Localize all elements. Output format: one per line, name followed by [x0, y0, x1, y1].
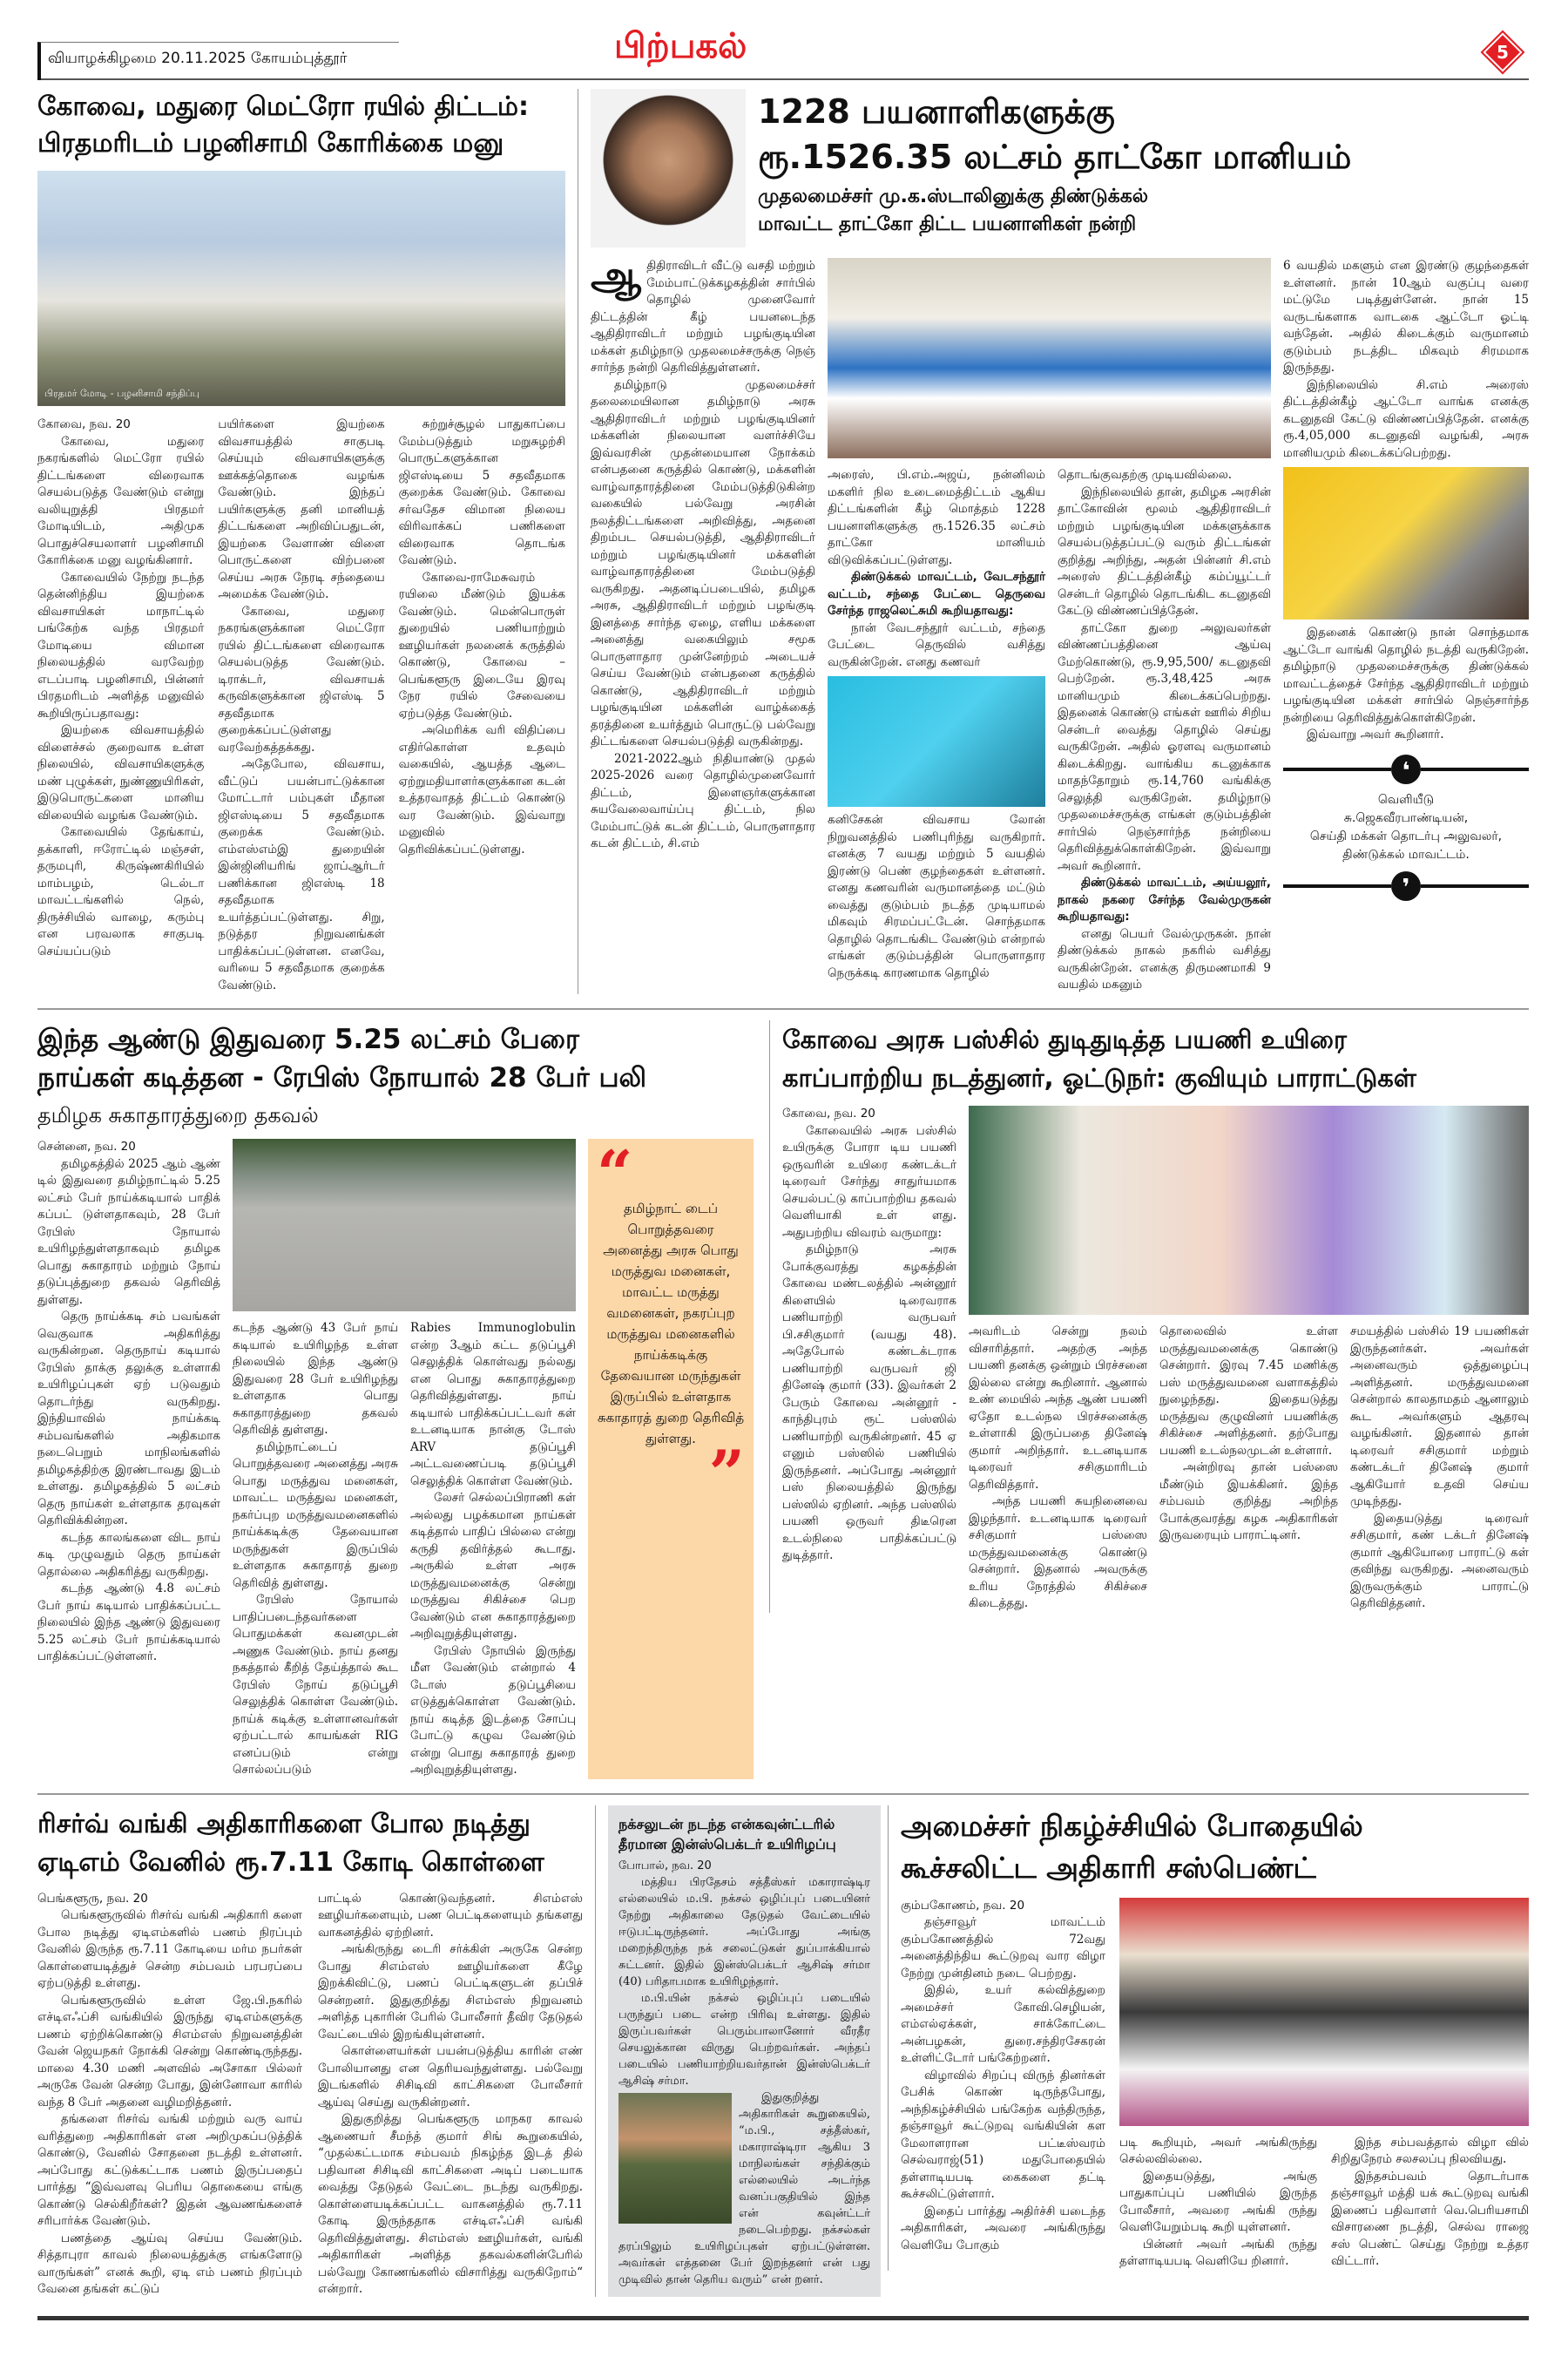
suspend-paragraph: இந்த சம்பவத்தால் விழா வில் சிறிதுநேரம் சலசலப்பு நிலவியது. [1331, 2135, 1529, 2166]
metro-paragraph: இயற்கை விவசாயத்தில் விளைச்சல் குறைவாக உள்ள நிலையில், விவசாயிகளுக்கு மண் புழுக்கள், நுண்ணுயிரிகள், இடுபொருட்களை மானிய விலையில் வழங்க வேண்டும். [37, 723, 205, 823]
thadco-paragraph: எனது பெயர் வேல்முருகன். நான் திண்டுக்கல் நாகல் நகரில் வசித்து வருகின்றேன். எனக்கு திருமணமாகி 9 வயதில் மகனும் [1058, 926, 1271, 992]
dogbite-headline-line-1: இந்த ஆண்டு இதுவரை 5.25 லட்சம் பேரை [37, 1024, 579, 1055]
bus-dateline: கோவை, நவ. 20 [782, 1107, 875, 1121]
dogbite-article [37, 1020, 769, 1779]
metro-column-1 [37, 416, 204, 994]
bus-crew-honoured-photo [969, 1106, 1529, 1315]
dogbite-paragraph: Rabies Immunoglobulin என்ற 3ஆம் கட்ட தடுப்பூசி செலுத்திக் கொள்வது நல்லது என பொது சுகாதாரத்துறை தெரிவித்துள்ளது. நாய் கடியால் பாதிக்கப்பட்டவர் கள் உடனடியாக நான்கு டோஸ் ARV தடுப்பூசி அட்டவணைப்படி தடுப்பூசி செலுத்திக் கொள்ள வேண்டும். [410, 1321, 576, 1488]
thadco-paragraph: தொடங்குவதற்கு முடியவில்லை. [1058, 468, 1233, 482]
bus-headline [782, 1020, 1529, 1097]
suspend-article [888, 1805, 1529, 2271]
metro-paragraph: கோவையில் நேற்று நடந்த தென்னிந்திய இயற்கை விவசாயிகள் மாநாட்டில் பங்கேற்க வந்த பிரதமர் மோடியை விமான நிலையத்தில் வரவேற்ற எடப்பாடி பழனிசாமி, பின்னர் பிரதமரிடம் அளித்த மனுவில் கூறியிருப்பதாவது: [37, 570, 205, 721]
metro-paragraph: பயிர்களை இயற்கை விவசாயத்தில் சாகுபடி செய்யும் விவசாயிகளுக்கு ஊக்கத்தொகை வழங்க வேண்டும். இந்தப் பயிர்களுக்கு தனி மானியத் திட்டங்களை அறிவிப்பதுடன், இயற்கை வேளாண் விளை பொருட்களை விற்பனை செய்ய அரசு நேரடி சந்தையை அமைக்க வேண்டும். [218, 417, 385, 601]
bus-right [969, 1106, 1529, 1613]
suspend-headline-line-1: அமைச்சர் நிகழ்ச்சியில் போதையில் [901, 1808, 1363, 1843]
dogbite-pull-quote [588, 1136, 754, 1779]
bus-paragraph: தொலைவில் உள்ள மருத்துவமனைக்கு கொண்டு சென்றார். இரவு 7.45 மணிக்கு பஸ் மருத்துவமனை வளாகத்தில் நுழைந்தது. இதையடுத்து மருத்துவ குழுவினர் பயணிக்கு சிகிச்சை அளித்தனர். தற்போது பயணி உடல்நலமுடன் உள்ளார். [1159, 1324, 1338, 1458]
thadco-paragraph: இவ்வாறு அவர் கூறினார். [1307, 728, 1444, 741]
rbi-paragraph: தங்களை ரிசர்வ் வங்கி மற்றும் வரு வாய் வரித்துறை அதிகாரிகள் என அறிமுகப்படுத்திக் கொண்டு, வேனில் சோதனை நடத்தி உள்ளனர். அப்போது கட்டுக்கட்டாக பணம் இருப்பதைப் பார்த்து “இவ்வளவு பெரிய தொகையை எங்கு கொண்டு செல்கிறீர்கள்? இதன் ஆவணங்களைச் சரிபார்க்க வேண்டும். [37, 2112, 302, 2228]
dogbite-paragraph: கடந்த ஆண்டு 4.8 லட்சம் பேர் நாய் கடியால் பாதிக்கப்பட்ட நிலையில் இந்த ஆண்டு இதுவரை 5.25 லட்சம் பேர் நாய்க்கடியால் பாதிக்கப்பட்டுள்ளனர். [37, 1581, 220, 1663]
bus-paragraph: இதையடுத்து டிரைவர் சசிகுமார், கண் டக்டர் தினேஷ் குமார் ஆகியோரை பாராட்டு கள் குவிந்து வருகிறது. அனைவரும் இருவருக்கும் பாராட்டு தெரிவித்தனர். [1350, 1511, 1529, 1610]
bus-paragraph: அவரிடம் சென்று நலம் விசாரித்தார். அதற்கு அந்த பயணி தனக்கு ஒன்றும் பிரச்சனை இல்லை என்று கூறினார். ஆனால் உண் மையில் அந்த ஆண் பயணி ஏதோ உடல்நல பிரச்சனைக்கு உள்ளாகி இருப்பதை தினேஷ் குமார் அறிந்தார். உடனடியாக டிரைவர் சசிகுமாரிடம் தெரிவித்தார். [969, 1324, 1147, 1492]
rbi-paragraph: கொள்ளையர்கள் பயன்படுத்திய காரின் எண் போலியானது என தெரியவந்துள்ளது. பல்வேறு இடங்களில் சிசிடிவி காட்சிகளை போலீசார் ஆய்வு செய்து வருகின்றனர். [318, 2044, 583, 2109]
suspend-headline [901, 1805, 1529, 1889]
close-quote-icon: ❜ [1391, 871, 1421, 901]
release-credits [1283, 791, 1529, 864]
metro-photo-caption: பிரதமர் மோடி - பழனிசாமி சந்திப்பு [44, 388, 199, 399]
pull-quote-text: தமிழ்நாட் டைப் பொறுத்தவரை அனைத்து அரசு பொது மருத்துவ மனைகள், மாவட்ட மருத்து வமனைகள், நகரப்புற மருத்துவ மனைகளில் நாய்க்கடிக்கு தேவையான மருந்துகள் இருப்பில் உள்ளதாக சுகாதாரத் துறை தெரிவித் துள்ளது. [597, 1201, 745, 1446]
suspend-right-columns [1119, 2135, 1529, 2271]
thadco-column-1 [591, 252, 815, 994]
thadco-body [591, 252, 1529, 994]
thadco-paragraph: தாட்கோ துறை அலுவலர்கள் விண்ணப்பத்தினை ஆய்வு மேற்கொண்டு, ரூ.9,95,500/ கடனுதவி பெற்றேன். ரூ.3,48,425 அரசு மானியமும் கிடைக்கப்பெற்றது. இதனைக் கொண்டு எங்கள் ஊரில் சிறிய சென்டர் வைத்து தொழில் செய்து வருகிறேன். அதில் ஓரளவு வருமானம் கிடைக்கிறது. வாங்கிய கடனுக்காக மாதந்தோறும் ரூ.14,760 வங்கிக்கு செலுத்தி வருகிறேன். தமிழ்நாடு முதலமைச்சருக்கு எங்கள் குடும்பத்தின் சார்பில் நெஞ்சார்ந்த நன்றியை தெரிவித்துக்கொள்கிறேன். இவ்வாறு அவர் கூறினார். [1058, 620, 1271, 873]
thadco-header [591, 89, 1529, 247]
thadco-subheadline [758, 183, 1529, 239]
naxal-paragraph: ம.பி.யின் நக்சல் ஒழிப்புப் படையில் பருந்துப் படை என்ற பிரிவு உள்ளது. இதில் இருப்பவர்கள் பெரும்பாலானோர் வீரதீர செயலுக்கான விருது பெற்றவர்கள். அந்தப் படையில் பணியாற்றியவர்தான் இன்ஸ்பெக்டர் ஆசிஷ் சர்மா. [618, 1991, 870, 2088]
computer-center-photo [828, 676, 1045, 807]
bus-paragraph: கோவையில் அரசு பஸ்சில் உயிருக்கு போரா டிய பயணி ஒருவரின் உயிரை கண்டக்டர் டிரைவர் சேர்ந்து சாதுர்யமாக செயல்பட்டு காப்பாற்றிய தகவல் வெளியாகி உள் ளது. அதுபற்றிய விவரம் வருமாறு: [782, 1123, 956, 1240]
thadco-middle-columns [828, 467, 1271, 994]
release-officer-name: சு.ஜெகவீரபாண்டியன், [1343, 810, 1469, 825]
suspend-paragraph: தஞ்சாவூர் மாவட்டம் கும்பகோணத்தில் 72வது அனைத்திந்திய கூட்டுறவு வார விழா நேற்று முன்தினம் நடை பெற்றது. [901, 1915, 1105, 1981]
middle-row [37, 1008, 1529, 1779]
thadco-headline-line-1: 1228 பயனாளிகளுக்கு [758, 92, 1115, 131]
rbi-paragraph: அங்கிருந்து டைரி சர்க்கிள் அருகே சென்ற போது சிஎம்எஸ் ஊழியர்களை கீழே இறக்கிவிட்டு, பணப் பெட்டிகளுடன் தப்பிச் சென்றனர். இதுகுறித்து சிஎம்எஸ் நிறுவனம் அளித்த புகாரின் பேரில் போலீசார் தீவிர தேடுதல் வேட்டையில் இறங்கியுள்ளனர். [318, 1942, 583, 2042]
naxal-headline-line-1: நக்சலுடன் நடந்த என்கவுன்ட்டரில் [618, 1815, 835, 1832]
page-bottom-rule [37, 2316, 1529, 2320]
bus-article [769, 1020, 1529, 1613]
bus-right-columns [969, 1324, 1529, 1613]
naxal-paragraph: இதுகுறித்து அதிகாரிகள் கூறுகையில், “ம.பி., சத்தீஸ்கர், மகாராஷ்டிரா ஆகிய 3 மாநிலங்கள் சந்திக்கும் எல்லையில் அடர்ந்த வனப்பகுதியில் இந்த என் கவுன்ட்டர் நடைபெற்றது. நக்சல்கள் தரப்பிலும் உயிரிழப்புகள் ஏற்பட்டுள்ளன. அவர்கள் எத்தனை பேர் இறந்தனர் என் பது முடிவில் தான் தெரிய வரும்” என் றனர். [618, 2090, 870, 2286]
suspend-paragraph: இதில், உயர் கல்வித்துறை அமைச்சர் கோவி.செழியன், எம்எல்ஏக்கள், சாக்கோட்டை அன்பழகன், துரை.சந்திரசேகரன் உள்ளிட்டோர் பங்கேற்றனர். [901, 1983, 1105, 2065]
ceremony-photo [1119, 1898, 1529, 2126]
thadco-paragraph: திதிராவிடர் வீட்டு வசதி மற்றும் மேம்பாட்டுக்கழகத்தின் சார்பில் தொழில் முனைவோர் திட்டத்தின் கீழ் பயனடைந்த ஆதிதிராவிடர் மற்றும் பழங்குடியின மக்கள் தமிழ்நாடு முதலமைச்சருக்கு நெஞ் சார்ந்த நன்றி தெரிவித்துள்ளனர். [591, 259, 815, 375]
metro-headline-line-2: பிரதமரிடம் பழனிசாமி கோரிக்கை மனு [37, 128, 504, 159]
bus-column-4 [1350, 1324, 1529, 1613]
suspend-paragraph: பின்னர் அவர் அங்கி ருந்து தள்ளாடியபடி வெளியே றினார். [1119, 2237, 1317, 2268]
rbi-column-2 [318, 1891, 583, 2299]
inspector-portrait [618, 2093, 732, 2224]
top-row [37, 89, 1529, 994]
dogbite-paragraph: தமிழகத்தில் 2025 ஆம் ஆண் டில் இதுவரை தமிழ்நாட்டில் 5.25 லட்சம் பேர் நாய்க்கடியால் பாதிக் கப்பட் டுள்ளதாகவும், 28 பேர் ரேபிஸ் நோயால் உயிரிழந்துள்ளதாகவும் தமிழக பொது சுகாதாரம் மற்றும் நோய் தடுப்புத்துறை தகவல் தெரிவித் துள்ளது. [37, 1156, 220, 1307]
release-district: திண்டுக்கல் மாவட்டம். [1342, 847, 1470, 862]
dogbite-subheadline: தமிழக சுகாதாரத்துறை தகவல் [37, 1103, 319, 1127]
naxal-article-box [608, 1805, 881, 2297]
thadco-titles [758, 89, 1529, 247]
dogbite-column-1 [37, 1139, 220, 1779]
rbi-paragraph: பாட்டில் கொண்டுவந்தனர். சிஎம்எஸ் ஊழியர்களையும், பண பெட்டிகளையும் தங்களது வாகனத்தில் ஏற்றினர். [318, 1891, 583, 1940]
bottom-row [37, 1793, 1529, 2299]
dogbite-paragraph: லேசர் செல்லப்பிராணி கள் அல்லது பழக்கமான நாய்கள் கடித்தால் பாதிப் பில்லை என்று கருதி தவிர்த்தல் கூடாது. அருகில் உள்ள அரசு மருத்துவமனைக்கு சென்று மருத்துவ சிகிச்சை பெற வேண்டும் என சுகாதாரத்துறை அறிவுறுத்தியுள்ளது. [410, 1491, 576, 1641]
thadco-subhead-line-1: முதலமைச்சர் மு.க.ஸ்டாலினுக்கு திண்டுக்கல் [758, 186, 1149, 207]
rbi-paragraph: பெங்களூருவில் உள்ள ஜே.பி.நகரில் எச்டிஎஃப்சி வங்கியில் இருந்து ஏடிஎம்களுக்கு பணம் ஏற்றிக்கொண்டு சிஎம்எஸ் நிறுவனத்தின் வேன் ஜெயநகர் நோக்கி சென்று கொண்டிருந்தது. மாலை 4.30 மணி அளவில் அசோகா பில்லர் அருகே வேன் சென்ற போது, இன்னோவா காரில் வந்த 8 பேர் அதனை வழிமறித்தனர். [37, 1993, 302, 2109]
naxal-paragraph: மத்திய பிரதேசம் சத்தீஸ்கர் மகாராஷ்டிர எல்லையில் ம.பி. நக்சல் ஒழிப்புப் படையினர் நேற்று அதிகாலை தேடுதல் வேட்டையில் ஈடுபட்டிருந்தனர். அப்போது அங்கு மறைந்திருந்த நக் சலைட்டுகள் துப்பாக்கியால் சுட்டனர். இதில் இன்ஸ்பெக்டர் ஆசிஷ் சர்மா (40) பரிதாபமாக உயிரிழந்தார். [618, 1875, 870, 1988]
suspend-column-2 [1119, 2135, 1317, 2271]
release-officer-title: செய்தி மக்கள் தொடர்பு அலுவலர், [1309, 829, 1503, 843]
thadco-paragraph: தமிழ்நாடு முதலமைச்சர் தலைமையிலான தமிழ்நாடு அரசு ஆதிதிராவிடர் மற்றும் பழங்குடியினர் மக்களின் நிலையான வளர்ச்சியே இவ்வரசின் முதன்மையான நோக்கம் என்பதனை கருத்தில் கொண்டு, மக்களின் வாழ்வாதாரத்தினை மேம்படுத்திடுகின்ற வகையில் பல்வேறு அரசின் நலத்திட்டங்களை அறிவித்து, அதனை திறம்பட செயல்படுத்தி, ஆதிதிராவிடர் மற்றும் பழங்குடியினர் மக்களின் வாழ்வாதாரத்தினை மேம்படுத்தி வருகிறது. அதனடிப்படையில், தமிழக அரசு, ஆதிதிராவிடர் மற்றும் பழங்குடி இனத்தை சார்ந்த ஏழை, எளிய மக்களை அனைத்து வகையிலும் சமூக பொருளாதார முன்னேற்றம் அடையச் செய்ய வேண்டும் என்பதனை கருத்தில் கொண்டு, ஆதிதிராவிடர் மற்றும் பழங்குடியின மக்களின் வாழ்க்கைத் தரத்தினை உயர்த்தும் பொருட்டு பல்வேறு திட்டங்களை செயல்படுத்தி வருகின்றது. [591, 377, 815, 748]
suspend-paragraph: இதையடுத்து, அங்கு பாதுகாப்புப் பணியில் இருந்த போலீசார், அவரை அங்கி ருந்து வெளியேறும்படி கூறி யுள்ளனர். [1119, 2169, 1317, 2234]
bus-paragraph: அந்த பயணி சுயநினைவை இழந்தார். உடனடியாக டிரைவர் சசிகுமார் பஸ்ஸை மருத்துவமனைக்கு கொண்டு சென்றார். இதனால் அவருக்கு உரிய நேரத்தில் சிகிச்சை கிடைத்தது. [969, 1494, 1147, 1610]
bus-headline-line-2: காப்பாற்றிய நடத்துனர், ஓட்டுநர்: குவியும் பாராட்டுகள் [782, 1063, 1416, 1093]
dogbite-paragraph: ரேபிஸ் நோயில் இருந்து மீள வேண்டும் என்றால் 4 டோஸ் தடுப்பூசியை எடுத்துக்கொள்ள வேண்டும். நாய் கடித்த இடத்தை சோப்பு போட்டு கழுவ வேண்டும் என்று பொது சுகாதாரத் துறை அறிவுறுத்தியுள்ளது. [410, 1643, 576, 1777]
suspend-paragraph: இதைப் பார்த்து அதிர்ச்சி யடைந்த அதிகாரிகள், அவரை அங்கிருந்து வெளியே போகும் [901, 2204, 1105, 2252]
thadco-paragraph: நான் வேடசந்தூர் வட்டம், சந்தை பேட்டை தெருவில் வசித்து வருகின்றேன். எனது கணவர் [828, 620, 1045, 669]
dogbite-middle [233, 1139, 576, 1779]
thadco-paragraph: அரைஸ், பி.எம்.அஜய், நன்னிலம் மகளிர் நில உடைமைத்திட்டம் ஆகிய திட்டங்களின் கீழ் மொத்தம் 1228 பயனாளிகளுக்கு ரூ.1526.35 லட்சம் தாட்கோ மானியம் விடுவிக்கப்பட்டுள்ளது. [828, 468, 1045, 567]
thadco-middle [828, 258, 1271, 994]
release-label: வெளியீடு [1377, 792, 1435, 807]
thadco-paragraph: இந்நிலையில் சி.எம் அரைஸ் திட்டத்தின்கீழ் ஆட்டோ வாங்க எனக்கு கடனுதவி கேட்டு விண்ணப்பித்தேன். எனக்கு ரூ.4,05,000 கடனுதவி வழங்கி, அரசு மானியமும் கிடைக்கப்பெற்றது. [1283, 377, 1529, 460]
thadco-column-2 [828, 467, 1045, 994]
dogbite-dateline: சென்னை, நவ. 20 [37, 1140, 136, 1154]
bus-column-2 [969, 1324, 1147, 1613]
rbi-article [37, 1805, 595, 2299]
bus-column-1 [782, 1106, 956, 1613]
chief-minister-portrait [591, 89, 746, 247]
thadco-column-3 [1058, 467, 1271, 994]
metro-photo [37, 171, 565, 406]
thadco-subsection-heading: திண்டுக்கல் மாவட்டம், வேடசந்தூர் வட்டம், சந்தை பேட்டை தெருவை சேர்ந்த ராஜலெட்சுமி கூறியதாவது: [828, 570, 1045, 618]
bus-body [782, 1106, 1529, 1613]
rbi-column-1 [37, 1891, 302, 2299]
metro-dateline: கோவை, நவ. 20 [37, 417, 131, 431]
dogbite-headline-line-2: நாய்கள் கடித்தன - ரேபிஸ் நோயால் 28 பேர் பலி [37, 1062, 647, 1094]
thadco-headline [758, 89, 1529, 179]
quote-rule-bottom [1283, 871, 1529, 901]
thadco-paragraph: 6 வயதில் மகளும் என இரண்டு குழந்தைகள் உள்ளனர். நான் 10ஆம் வகுப்பு வரை மட்டுமே படித்துள்ளேன். நான் 15 வருடங்களாக வாடகை ஆட்டோ ஓட்டி வந்தேன். அதில் கிடைக்கும் வருமானம் குடும்பம் நடத்திட மிகவும் சிரமமாக இருந்தது. [1283, 259, 1529, 375]
thadco-paragraph: 2021-2022ஆம் நிதியாண்டு முதல் 2025-2026 வரை தொழில்முனைவோர் திட்டம், இளைஞர்களுக்கான சுயவேலைவாய்ப்பு திட்டம், நில மேம்பாட்டுக் கடன் திட்டம், பொருளாதார கடன் திட்டம், சி.எம் [591, 751, 815, 850]
suspend-column-3 [1331, 2135, 1529, 2271]
auto-rickshaw-photo [1283, 467, 1529, 620]
rbi-paragraph: இதுகுறித்து பெங்களூரு மாநகர காவல் ஆணையர் சீமந்த் குமார் சிங் கூறுகையில், “முதல்கட்டமாக சம்பவம் நிகழ்ந்த இடத் தில் பதிவான சிசிடிவி காட்சிகளை அடிப் படையாக வைத்து தேடுதல் வேட்டை நடந்து வருகிறது. கொள்ளையடிக்கப்பட்ட வாகனத்தில் ரூ.7.11 கோடி இருந்ததாக எச்டிஎஃப்சி வங்கி தெரிவித்துள்ளது. சிஎம்எஸ் ஊழியர்கள், வங்கி அதிகாரிகள் அளித்த தகவல்களின்பேரில் பல்வேறு கோணங்களில் விசாரித்து வருகிறோம்“ என்றார். [318, 2112, 583, 2296]
bus-column-3 [1159, 1324, 1338, 1613]
newspaper-masthead: பிற்பகல் [614, 26, 747, 66]
rbi-paragraph: பெங்களூருவில் ரிசர்வ் வங்கி அதிகாரி களை போல நடித்து ஏடிஎம்களில் பணம் நிரப்பும் வேனில் இருந்த ரூ.7.11 கோடியை மர்ம நபர்கள் கொள்ளையடித்துச் சென்ற சம்பவம் பரபரப்பை ஏற்படுத்தி உள்ளது. [37, 1908, 302, 1990]
metro-headline-line-1: கோவை, மதுரை மெட்ரோ ரயில் திட்டம்: [37, 91, 529, 122]
suspend-paragraph: இந்தசம்பவம் தொடர்பாக தஞ்சாவூர் மத்தி யக் கூட்டுறவு வங்கி இணைப் பதிவாளர் வெ.பெரியசாமி விசாரணை நடத்தி, செல்வ ராஜை சஸ் பெண்ட் செய்து நேற்று உத்தர விட்டார். [1331, 2169, 1529, 2268]
naxal-dateline: போபால், நவ. 20 [618, 1859, 712, 1872]
dogbite-paragraph: தெரு நாய்க்கடி சம் பவங்கள் வெகுவாக அதிகரித்து வருகின்றன. தெருநாய் கடியால் ரேபிஸ் தாக்கு தலுக்கு உள்ளாகி உயிரிழப்புகள் ஏற் படுவதும் தொடர்ந்து வருகிறது. இந்தியாவில் நாய்க்கடி சம்பவங்களில் அதிகமாக நடைபெறும் மாநிலங்களில் தமிழகத்திற்கு இரண்டாவது இடம் உள்ளது. தமிழகத்தில் 5 லட்சம் தெரு நாய்கள் உள்ளதாக தரவுகள் தெரிவிக்கின்றன. [37, 1310, 220, 1527]
quote-rule-top [1283, 755, 1529, 784]
thadco-article [578, 89, 1529, 994]
metro-column-2 [218, 416, 384, 994]
suspend-headline-line-2: கூச்சலிட்ட அதிகாரி சஸ்பெண்ட் [901, 1850, 1316, 1885]
suspend-paragraph: படி கூறியும், அவர் அங்கிருந்து செல்லவில்லை. [1119, 2135, 1317, 2166]
dogbite-paragraph: கடந்த காலங்களை விட நாய் கடி முழுவதும் தெரு நாய்கள் தொல்லை அதிகரித்து வருகிறது. [37, 1530, 220, 1579]
rbi-headline-line-2: ஏடிஎம் வேனில் ரூ.7.11 கோடி கொள்ளை [37, 1846, 544, 1878]
metro-paragraph: கோவை, மதுரை நகரங்களுக்கான மெட்ரோ ரயில் திட்டங்களை விரைவாக செயல்படுத்த வேண்டும். டிராக்டர், விவசாயக் கருவிகளுக்கான ஜிஎஸ்டி 5 சதவீதமாக குறைக்கப்பட்டுள்ளது வரவேற்கத்தக்கது. [218, 604, 385, 755]
metro-body [37, 416, 565, 994]
metro-paragraph: சுற்றுச்சூழல் பாதுகாப்பை மேம்படுத்தும் மறுசுழற்சி பொருட்களுக்கான ஜிஎஸ்டியை 5 சதவீதமாக குறைக்க வேண்டும். கோவை சர்வதேச விமான நிலைய விரிவாக்கப் பணிகளை விரைவாக தொடங்க வேண்டும். [398, 417, 565, 567]
suspend-dateline: கும்பகோணம், நவ. 20 [901, 1898, 1025, 1913]
page-header [37, 26, 1529, 80]
dogbite-column-2 [233, 1320, 398, 1779]
naxal-article [595, 1805, 888, 2297]
thadco-column-4-wrap [1283, 258, 1529, 994]
metro-article [37, 89, 578, 994]
dogbite-headline [37, 1020, 757, 1097]
naxal-body [618, 1858, 870, 2288]
suspend-column-1 [901, 1898, 1105, 2271]
suspend-paragraph: விழாவில் சிறப்பு விருந் தினர்கள் பேசிக் கொண் டிருந்தபோது, அந்நிகழ்ச்சியில் பங்கேற்க வந்திருந்த, தஞ்சாவூர் கூட்டுறவு வங்கியின் கள மேலாளரான பட்டீஸ்வரம் செல்வராஜ்(51) மதுபோதையில் தள்ளாடியபடி கைகளை தட்டி கூச்சலிட்டுள்ளார். [901, 2068, 1105, 2201]
thadco-headline-line-2: ரூ.1526.35 லட்சம் தாட்கோ மானியம் [758, 138, 1352, 176]
naxal-headline [618, 1814, 870, 1854]
suspend-right [1119, 1898, 1529, 2271]
bus-paragraph: சமயத்தில் பஸ்சில் 19 பயணிகள் இருந்தனர்கள். அவர்கள் அனைவரும் ஒத்துழைப்பு அளித்தனர். மருத்துவமனை சென்றால் காலதாமதம் ஆனாலும் கூட அவர்களும் ஆதரவு வழங்கினர். இதனால் தான் டிரைவர் சசிகுமார் மற்றும் கண்டக்டர் தினேஷ் குமார் ஆகியோர் உதவி செய்ய முடிந்தது. [1350, 1324, 1529, 1508]
close-quote-icon: ” [708, 1436, 745, 1510]
bus-headline-line-1: கோவை அரசு பஸ்சில் துடிதுடித்த பயணி உயிரை [782, 1025, 1347, 1054]
thadco-column-4 [1283, 258, 1529, 744]
thadco-subsection-heading: திண்டுக்கல் மாவட்டம், அய்யலூர், நாகல் நகரை சேர்ந்த வேல்முருகன் கூறியதாவது: [1058, 876, 1271, 924]
dogbite-paragraph: ரேபிஸ் நோயால் பாதிப்படைந்தவர்களை பொதுமக்கள் கவனமுடன் அணுக வேண்டும். நாய் தனது நகத்தால் கீறித் தேய்த்தால் கூட ரேபிஸ் நோய் தடுப்பூசி செலுத்திக் கொள்ள வேண்டும். நாய்க் கடிக்கு உள்ளானவர்கள் ஏற்பட்டால் காயங்கள் RIG எனப்படும் என்று சொல்லப்படும் [233, 1593, 398, 1777]
metro-paragraph: கோவை, மதுரை நகரங்களில் மெட்ரோ ரயில் திட்டங்களை விரைவாக செயல்படுத்த வேண்டும் என்று வலியுறுத்தி பிரதமர் மோடியிடம், அதிமுக பொதுச்செயலாளர் பழனிசாமி கோரிக்கை மனு வழங்கினார். [37, 434, 205, 567]
thadco-event-photo [828, 258, 1271, 458]
dogbite-paragraph: தமிழ்நாட்டைப் பொறுத்தவரை அனைத்து அரசு பொது மருத்துவ மனைகள், மாவட்ட மருத்துவ மனைகள், நகர்ப்புற மருத்துவமனைகளில் நாய்க்கடிக்கு தேவையான மருந்துகள் இருப்பில் உள்ளதாக சுகாதாரத் துறை தெரிவித் துள்ளது. [233, 1439, 398, 1590]
rbi-headline-line-1: ரிசர்வ் வங்கி அதிகாரிகளை போல நடித்து [37, 1808, 531, 1839]
stray-dogs-photo [233, 1139, 576, 1311]
thadco-paragraph: கனிசேகன் விவசாய லோன் நிறுவனத்தில் பணிபுரிந்து வருகிறார். எனக்கு 7 வயது மற்றும் 5 வயதில் இரண்டு பெண் குழந்தைகள் உள்ளனர். எனது கணவரின் வருமானத்தை மட்டும் வைத்து குடும்பம் நடத்த முடியாமல் மிகவும் சிரமப்பட்டேன். சொந்தமாக தொழில் தொடங்கிட வேண்டும் என்றால் எங்கள் குடும்பத்தின் பொருளாதார நெருக்கடி காரணமாக தொழில் [828, 813, 1045, 980]
open-quote-icon: “ [597, 1136, 633, 1210]
bus-paragraph: தமிழ்நாடு அரசு போக்குவரத்து கழகத்தின் கோவை மண்டலத்தில் அன்னூர் கிளையில் டிரைவராக பணியாற்றி வருபவர் பி.சசிகுமார் (வயது 48). அதேபோல் கண்டக்டராக பணியாற்றி வருபவர் ஜி தினேஷ் குமார் (33). இவர்கள் 2 பேரும் கோவை அன்னூர் - காந்திபுரம் ரூட் பஸ்ஸில் பணியாற்றி வருகின்றனர். 45 ஏ எனும் பஸ்ஸில் பணியில் இருந்தனர். அப்போது அன்னூர் பஸ் நிலையத்தில் இருந்து பஸ்ஸில் ஏறினர். அந்த பஸ்ஸில் பயணி ஒருவர் திடீரென உடல்நிலை பாதிக்கப்பட்டு துடித்தார். [782, 1243, 956, 1562]
bus-paragraph: அன்றிரவு தான் பஸ்ஸை மீண்டும் இயக்கினர். இந்த சம்பவம் குறித்து அறிந்த போக்குவரத்து கழக அதிகாரிகள் இருவரையும் பாராட்டினர். [1159, 1460, 1338, 1542]
rbi-dateline: பெங்களூரு, நவ. 20 [37, 1891, 148, 1906]
edition-date-line: வியாழக்கிழமை 20.11.2025 கோயம்புத்தூர் [37, 42, 399, 80]
metro-paragraph: அதேபோல, விவசாய, வீட்டுப் பயன்பாட்டுக்கான மோட்டார் பம்புகள் மீதான ஜிஎஸ்டியை 5 சதவீதமாக குறைக்க வேண்டும். எம்எஸ்எம்இ துறையின் இன்ஜினியரிங் ஜாப்ஆர்டர் பணிக்கான ஜிஎஸ்டி 18 சதவீதமாக உயர்த்தப்பட்டுள்ளது. சிறு, நடுத்தர நிறுவனங்கள் பாதிக்கப்பட்டுள்ளன. எனவே, வரியை 5 சதவீதமாக குறைக்க வேண்டும். [218, 757, 385, 992]
thadco-paragraph: இந்நிலையில் தான், தமிழக அரசின் தாட்கோவின் மூலம் ஆதிதிராவிடர் மற்றும் பழங்குடியின மக்களுக்காக செயல்படுத்தப்பட்டு வரும் திட்டங்கள் குறித்து அறிந்து, அதன் பின்னர் சி.எம் அரைஸ் திட்டத்தின்கீழ் கம்ப்யூட்டர் சென்டர் தொழில் தொடங்கிட கடனுதவி கேட்டு விண்ணப்பித்தேன். [1058, 484, 1271, 618]
metro-column-3 [399, 416, 565, 994]
suspend-body [901, 1898, 1529, 2271]
thadco-subhead-line-2: மாவட்ட தாட்கோ திட்ட பயனாளிகள் நன்றி [758, 213, 1137, 235]
press-release-box [1283, 755, 1529, 901]
metro-headline [37, 89, 565, 162]
page-number: 5 [1497, 42, 1509, 63]
thadco-paragraph: இதனைக் கொண்டு நான் சொந்தமாக ஆட்டோ வாங்கி தொழில் நடத்தி வருகிறேன். தமிழ்நாடு முதலமைச்சருக்கு திண்டுக்கல் மாவட்டத்தைச் சேர்ந்த ஆதிதிராவிடர் மற்றும் பழங்குடியின மக்கள் சார்பில் நெஞ்சார்ந்த நன்றியை தெரிவித்துக்கொள்கிறேன். [1283, 626, 1529, 725]
page-number-badge [1483, 32, 1522, 71]
rbi-paragraph: பணத்தை ஆய்வு செய்ய வேண்டும். சித்தாபுரா காவல் நிலையத்துக்கு எங்களோடு வாருங்கள்” எனக் கூறி, ஏடி எம் பணம் நிரப்பும் வேனை தங்கள் கட்டுப் [37, 2231, 302, 2296]
dogbite-middle-columns [233, 1320, 576, 1779]
metro-paragraph: கோவையில் தேங்காய், தக்காளி, ஈரோட்டில் மஞ்சள், தருமபுரி, கிருஷ்ணகிரியில் மாம்பழம், டெல்டா மாவட்டங்களில் நெல், திருச்சியில் வாழை, கரும்பு என பரவலாக சாகுபடி செய்யப்படும் [37, 825, 205, 958]
rbi-headline [37, 1805, 583, 1882]
naxal-headline-line-2: தீரமான இன்ஸ்பெக்டர் உயிரிழப்பு [618, 1835, 836, 1852]
rbi-body [37, 1891, 583, 2299]
open-quote-icon: ❛ [1391, 755, 1421, 784]
dogbite-column-3 [410, 1320, 576, 1779]
metro-paragraph: கோவை-ராமேசுவரம் ரயிலை மீண்டும் இயக்க வேண்டும். மென்பொருள் துறையில் பணியாற்றும் ஊழியர்கள் நலனைக் கருத்தில் கொண்டு, கோவை – பெங்களூரு இடையே இரவு நேர ரயில் சேவையை ஏற்படுத்த வேண்டும். [398, 570, 565, 721]
dogbite-body [37, 1136, 757, 1779]
dropcap-letter: ஆ [591, 252, 642, 299]
metro-paragraph: அமெரிக்க வரி விதிப்பை எதிர்கொள்ள உதவும் வகையில், ஆயத்த ஆடை ஏற்றுமதியாளர்களுக்கான கடன் உத்தரவாதத் திட்டம் கொண்டு வர வேண்டும். இவ்வாறு மனுவில் தெரிவிக்கப்பட்டுள்ளது. [398, 723, 565, 857]
dogbite-paragraph: கடந்த ஆண்டு 43 பேர் நாய் கடியால் உயிரிழந்த உள்ள நிலையில் இந்த ஆண்டு இதுவரை 28 பேர் உயிரிழந்து உள்ளதாக பொது சுகாதாரத்துறை தகவல் தெரிவித் துள்ளது. [233, 1321, 398, 1437]
